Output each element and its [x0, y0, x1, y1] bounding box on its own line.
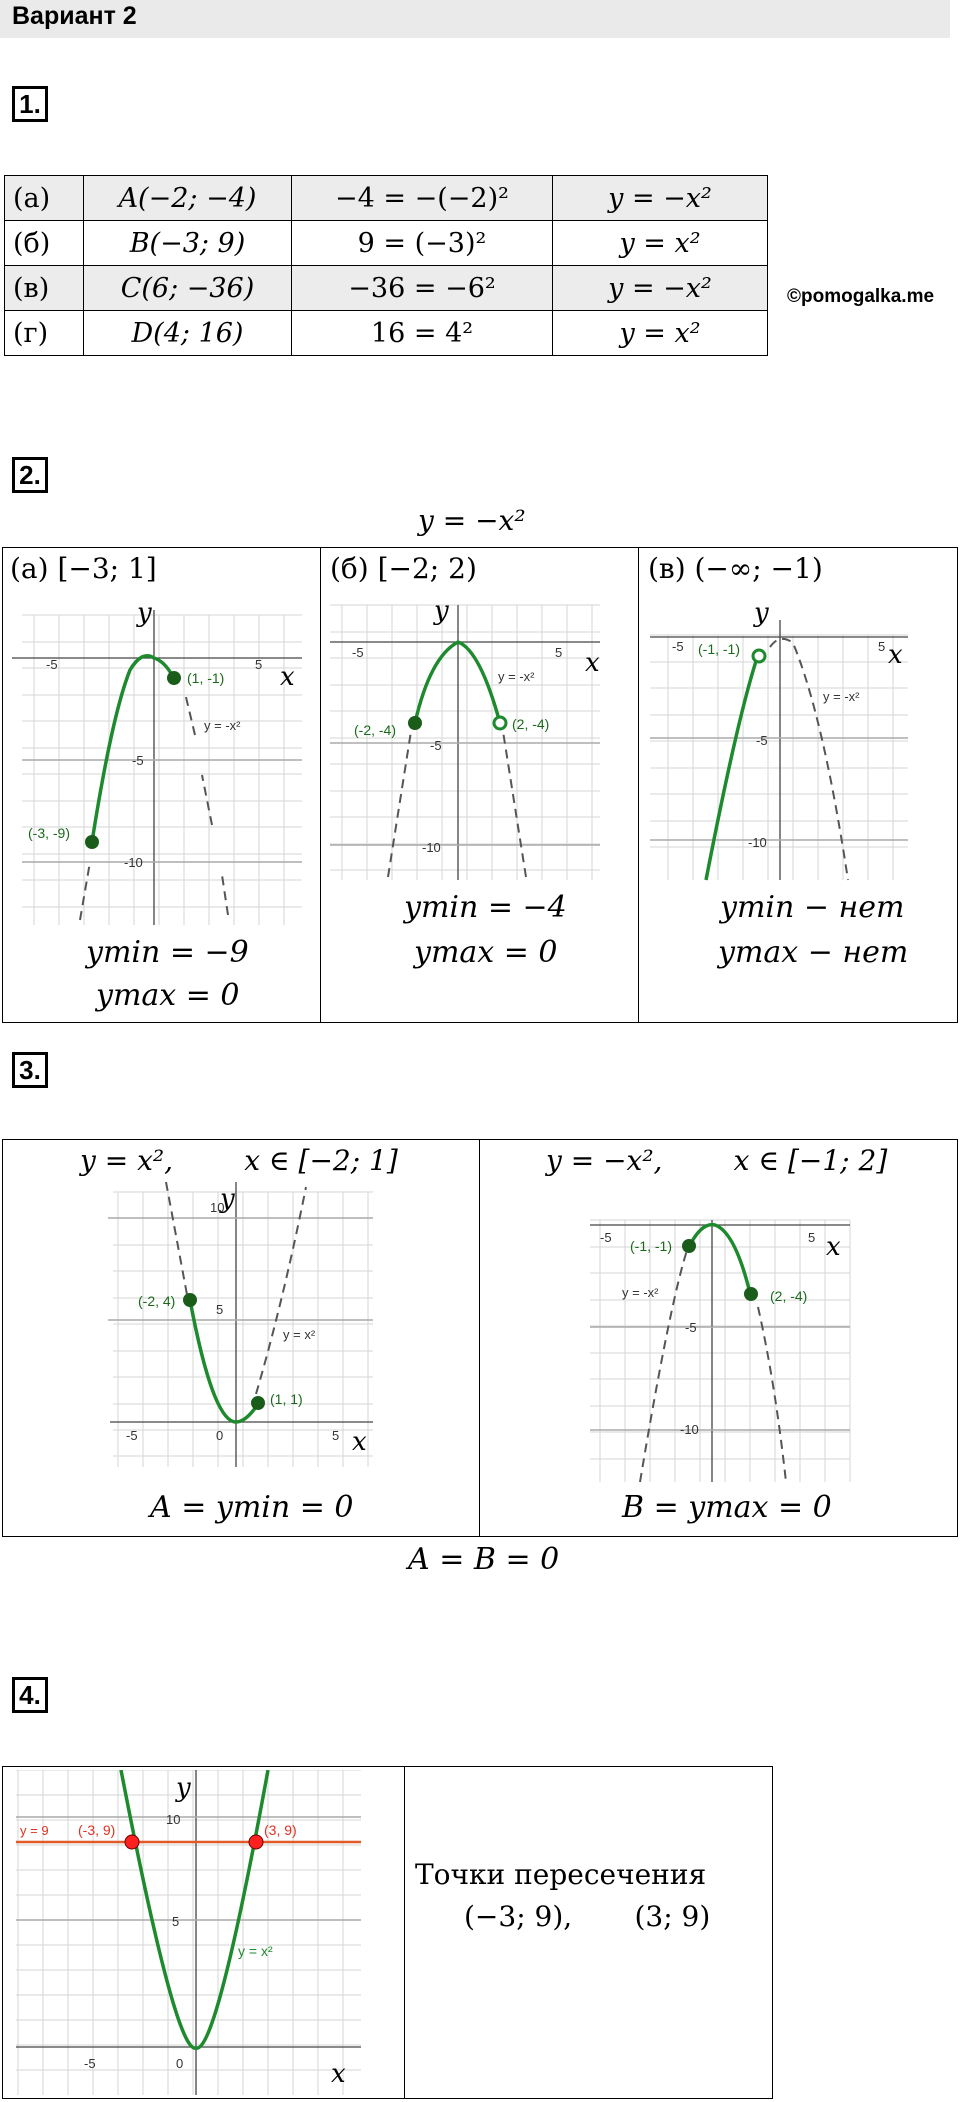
- table-row: [5, 176, 768, 221]
- tick-label: -5: [84, 2056, 96, 2071]
- intersection-point: [249, 1835, 263, 1849]
- open-point-marker: [753, 650, 765, 662]
- row-label: (в): [5, 266, 84, 311]
- task-3-number: 3.: [12, 1052, 48, 1088]
- tick-label: -5: [126, 1428, 138, 1443]
- row-label: (а): [5, 176, 84, 221]
- graph-4: [6, 1770, 401, 2095]
- point-marker: [251, 1396, 265, 1410]
- tick-label: 10: [166, 1812, 181, 1827]
- graph-3-right: [590, 1182, 860, 1487]
- open-point-marker: [494, 717, 506, 729]
- dashed-curve: [388, 725, 526, 877]
- task-2-function: y = −x²: [418, 504, 526, 537]
- dashed-curve: [640, 1247, 786, 1482]
- tick-label: -5: [685, 1320, 697, 1335]
- tick-label: 10: [210, 1200, 225, 1215]
- tick-label: 5: [255, 657, 263, 672]
- ymin-result: ymin = −4: [404, 890, 567, 925]
- check-cell: −4 = −(−2)²: [292, 176, 553, 221]
- check-cell: 9 = (−3)²: [292, 221, 553, 266]
- ymax-result: ymax = 0: [96, 978, 240, 1013]
- point-marker: [85, 835, 99, 849]
- point-marker: [408, 716, 422, 730]
- point-label: (-1, -1): [698, 641, 740, 657]
- tick-label: -10: [748, 835, 767, 850]
- point-label: (1, -1): [187, 670, 225, 686]
- tick-label: 5: [878, 639, 886, 654]
- tick-label: -5: [672, 639, 684, 654]
- graph-2c: [648, 595, 918, 885]
- ymax-result: ymax = 0: [414, 935, 558, 970]
- line-label: y = 9: [20, 1823, 49, 1838]
- task-3-conclusion: A = B = 0: [408, 1542, 560, 1577]
- task-2-number: 2.: [12, 457, 48, 493]
- x-axis-label: x: [585, 648, 600, 678]
- point-label: (-2, 4): [138, 1293, 176, 1309]
- tick-label: 5: [808, 1230, 816, 1245]
- panel-c-label: (в) (−∞; −1): [648, 552, 823, 585]
- x-axis-label: x: [826, 1232, 841, 1262]
- point-label: (-3, -9): [28, 825, 70, 841]
- check-cell: 16 = 4²: [292, 311, 553, 356]
- divider: [638, 547, 639, 1023]
- tick-label: -10: [422, 840, 441, 855]
- header-bar: [0, 0, 950, 38]
- point-marker: [167, 671, 181, 685]
- variant-title: Вариант 2: [12, 2, 137, 30]
- tick-label: -5: [430, 738, 442, 753]
- point-label: (3, 9): [264, 1822, 297, 1838]
- row-label: (г): [5, 311, 84, 356]
- divider: [320, 547, 321, 1023]
- point-label: (1, 1): [270, 1391, 303, 1407]
- point-marker: [682, 1239, 696, 1253]
- function-cell: y = −x²: [553, 176, 768, 221]
- ymin-result: ymin − нет: [720, 890, 905, 925]
- y-axis-label: y: [137, 598, 152, 628]
- graph-2a: [12, 595, 302, 925]
- tick-label: 5: [332, 1428, 340, 1443]
- table-row: [5, 221, 768, 266]
- copyright-label: ©pomogalka.me: [787, 286, 935, 307]
- task-3-left-title: y = x², x ∈ [−2; 1]: [80, 1144, 398, 1177]
- tick-label: -10: [680, 1422, 699, 1437]
- point-cell: B(−3; 9): [84, 221, 292, 266]
- dashed-curve: [770, 639, 848, 880]
- graph-2b: [330, 595, 620, 885]
- tick-label: -5: [46, 657, 58, 672]
- x-axis-label: x: [352, 1427, 367, 1457]
- task-1-number: 1.: [12, 86, 48, 122]
- task-4-number: 4.: [12, 1677, 48, 1713]
- ymin-result: ymin = −9: [86, 935, 249, 970]
- point-label: (2, -4): [512, 716, 550, 732]
- curve-label: y = x²: [238, 1943, 273, 1959]
- tick-label: 5: [216, 1302, 224, 1317]
- curve-label: y = -x²: [498, 669, 535, 684]
- curve-label: y = -x²: [622, 1285, 659, 1300]
- point-label: (-3, 9): [78, 1822, 116, 1838]
- row-label: (б): [5, 221, 84, 266]
- tick-label: 5: [555, 645, 563, 660]
- point-cell: D(4; 16): [84, 311, 292, 356]
- tick-label: 5: [172, 1914, 180, 1929]
- curve-label: y = x²: [283, 1327, 316, 1342]
- point-cell: A(−2; −4): [84, 176, 292, 221]
- point-label: (-1, -1): [630, 1238, 672, 1254]
- tick-label: -5: [352, 645, 364, 660]
- curve-segment: [690, 1225, 750, 1293]
- curve-label: y = -x²: [823, 689, 860, 704]
- task-3-right-title: y = −x², x ∈ [−1; 2]: [546, 1144, 888, 1177]
- curve-segment: [92, 656, 172, 842]
- y-axis-label: y: [176, 1773, 191, 1803]
- x-axis-label: x: [280, 662, 295, 692]
- tick-label: -5: [756, 733, 768, 748]
- task-3-right-result: B = ymax = 0: [622, 1490, 832, 1525]
- tick-label: -5: [132, 753, 144, 768]
- point-marker: [744, 1287, 758, 1301]
- curve-label: y = -x²: [204, 718, 241, 733]
- y-axis-label: y: [220, 1184, 235, 1214]
- tick-label: 0: [216, 1428, 224, 1443]
- table-row: [5, 311, 768, 356]
- point-label: (2, -4): [770, 1288, 808, 1304]
- task-1-table: [4, 175, 768, 356]
- y-axis-label: y: [434, 596, 449, 626]
- intersection-point: [125, 1835, 139, 1849]
- function-cell: y = x²: [553, 311, 768, 356]
- ymax-result: ymax − нет: [718, 935, 909, 970]
- point-marker: [183, 1293, 197, 1307]
- panel-a-label: (а) [−3; 1]: [10, 552, 157, 585]
- check-cell: −36 = −6²: [292, 266, 553, 311]
- function-cell: y = x²: [553, 221, 768, 266]
- tick-label: -10: [124, 855, 143, 870]
- intersection-points: (−3; 9), (3; 9): [464, 1900, 711, 1933]
- point-cell: C(6; −36): [84, 266, 292, 311]
- tick-label: 0: [176, 2056, 184, 2071]
- tick-label: -5: [600, 1230, 612, 1245]
- point-label: (-2, -4): [354, 722, 396, 738]
- panel-b-label: (б) [−2; 2): [330, 552, 477, 585]
- table-row: [5, 266, 768, 311]
- x-axis-label: x: [331, 2059, 346, 2089]
- task-3-left-result: A = ymin = 0: [150, 1490, 354, 1525]
- x-axis-label: x: [888, 640, 903, 670]
- divider: [479, 1139, 480, 1537]
- graph-3-left: [108, 1182, 378, 1470]
- intersection-heading: Точки пересечения: [415, 1858, 707, 1891]
- divider: [404, 1766, 405, 2099]
- function-cell: y = −x²: [553, 266, 768, 311]
- y-axis-label: y: [754, 598, 769, 628]
